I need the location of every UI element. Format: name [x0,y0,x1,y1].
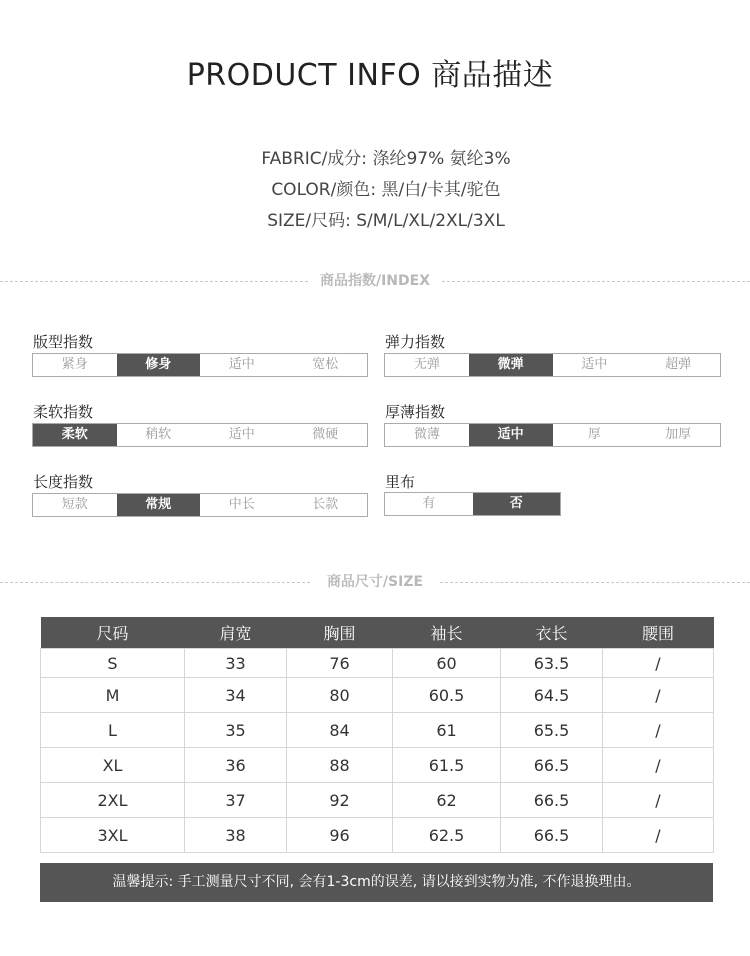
index-option: 中长 [228,497,255,512]
index-option: 微弹 [469,354,553,376]
index-option: 修身 [117,354,201,376]
table-cell: 35 [185,713,287,748]
table-cell: 66.5 [501,783,603,818]
index-option: 无弹 [413,357,440,372]
thickness-index-label: 厚薄指数 [385,403,446,421]
table-cell: M [41,678,185,713]
measurement-note: 温馨提示: 手工测量尺寸不同, 会有1-3cm的误差, 请以接到实物为准, 不作退换理由。 [40,863,713,902]
fit-index-scale [32,353,368,377]
table-cell: 34 [185,678,287,713]
table-cell: / [603,713,714,748]
table-cell: 2XL [41,783,185,818]
index-option: 微薄 [413,427,440,442]
table-cell: 62 [393,783,501,818]
fit-index-label: 版型指数 [33,333,94,351]
size-info: SIZE/尺码: S/M/L/XL/2XL/3XL [267,211,505,231]
table-row [41,748,714,783]
table-cell: 88 [287,748,393,783]
index-option: 有 [422,496,436,511]
table-cell: 3XL [41,818,185,853]
index-option: 稍软 [145,427,172,442]
index-option: 厚 [587,427,601,442]
index-option: 适中 [469,424,553,446]
header-shoulder: 肩宽 [185,617,287,649]
table-cell: L [41,713,185,748]
header-chest: 胸围 [287,617,393,649]
index-option: 短款 [61,497,88,512]
table-cell: 76 [287,649,393,678]
table-cell: 61.5 [393,748,501,783]
index-option: 超弹 [665,357,692,372]
index-option: 宽松 [312,357,339,372]
thickness-index-scale [384,423,721,447]
table-cell: XL [41,748,185,783]
table-cell: / [603,783,714,818]
table-cell: 37 [185,783,287,818]
fabric-info: FABRIC/成分: 涤纶97% 氨纶3% [261,149,511,169]
table-cell: / [603,748,714,783]
size-table-header [41,617,714,649]
table-cell: 33 [185,649,287,678]
table-cell: 36 [185,748,287,783]
index-option: 适中 [228,427,255,442]
index-option: 微硬 [312,427,339,442]
table-cell: 62.5 [393,818,501,853]
header-size: 尺码 [41,617,185,649]
table-cell: 38 [185,818,287,853]
index-option: 长款 [312,497,339,512]
index-section-divider [0,273,750,289]
index-option: 否 [473,493,561,515]
color-info: COLOR/颜色: 黑/白/卡其/驼色 [271,180,501,200]
table-cell: 60 [393,649,501,678]
table-cell: 64.5 [501,678,603,713]
header-sleeve: 袖长 [393,617,501,649]
table-cell: 66.5 [501,818,603,853]
table-row [41,818,714,853]
header-length: 衣长 [501,617,603,649]
softness-index-label: 柔软指数 [33,403,94,421]
table-cell: / [603,678,714,713]
lining-label: 里布 [385,473,416,491]
table-row [41,713,714,748]
table-cell: / [603,649,714,678]
page-title: PRODUCT INFO 商品描述 [186,58,554,93]
length-index-label: 长度指数 [33,473,94,491]
index-option: 加厚 [665,427,692,442]
size-section-title: 商品尺寸/SIZE [326,574,424,590]
index-option: 常规 [117,494,201,516]
table-cell: 92 [287,783,393,818]
index-option: 适中 [581,357,608,372]
lining-scale [384,492,561,516]
table-cell: 63.5 [501,649,603,678]
table-row [41,649,714,678]
table-cell: / [603,818,714,853]
table-cell: 65.5 [501,713,603,748]
index-option: 适中 [228,357,255,372]
table-cell: 61 [393,713,501,748]
table-cell: 60.5 [393,678,501,713]
table-cell: 80 [287,678,393,713]
table-cell: 66.5 [501,748,603,783]
length-index-scale [32,493,368,517]
table-row [41,678,714,713]
index-option: 柔软 [33,424,117,446]
table-cell: 96 [287,818,393,853]
table-row [41,783,714,818]
stretch-index-label: 弹力指数 [385,333,446,351]
softness-index-scale [32,423,368,447]
table-cell: S [41,649,185,678]
size-section-divider [0,574,750,590]
table-cell: 84 [287,713,393,748]
stretch-index-scale [384,353,721,377]
size-table [40,617,714,853]
index-option: 紧身 [61,357,88,372]
header-waist: 腰围 [603,617,714,649]
index-section-title: 商品指数/INDEX [319,273,431,289]
